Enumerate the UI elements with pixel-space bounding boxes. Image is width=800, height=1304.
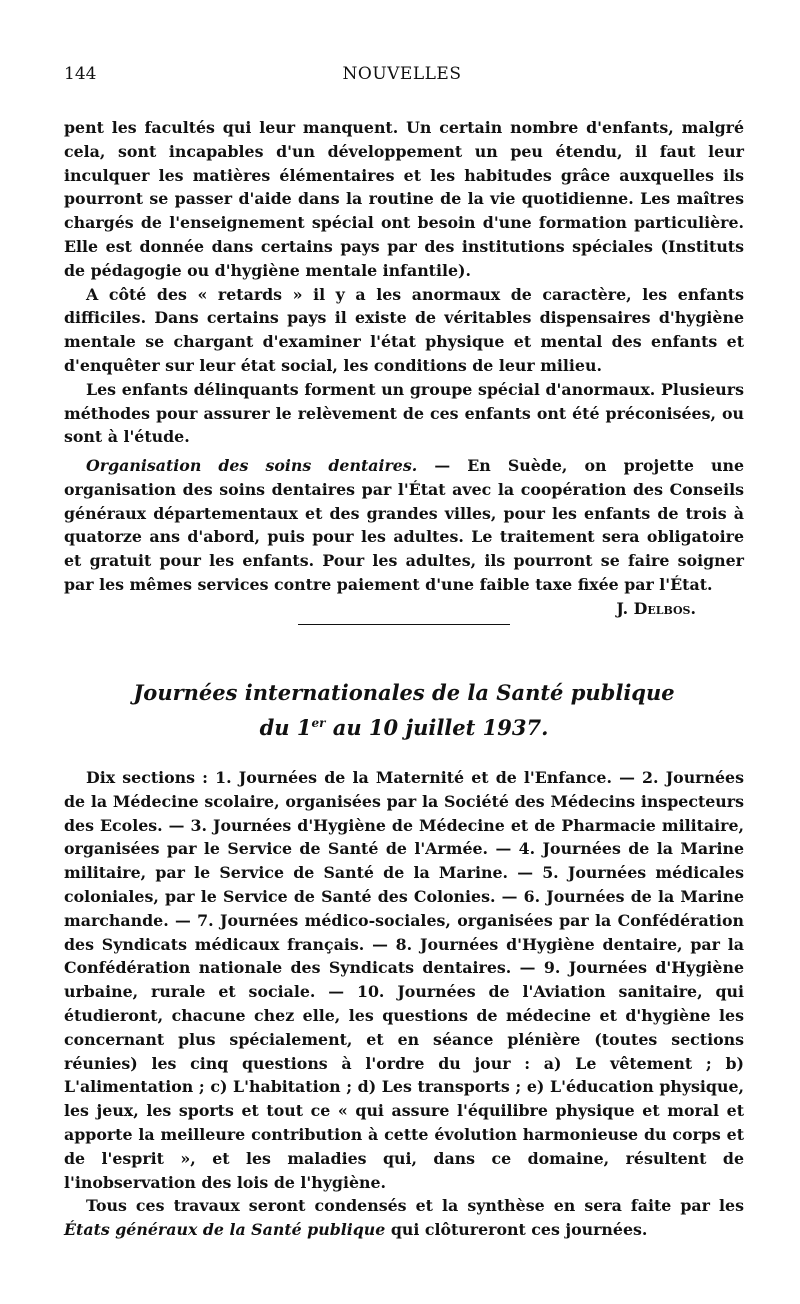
running-title: NOUVELLES [342, 64, 462, 84]
section-title-line-2: du 1er au 10 juillet 1937. [259, 715, 549, 740]
section-divider [298, 624, 510, 625]
paragraph: pent les facultés qui leur manquent. Un certain nombre d'enfants, malgré cela, sont incapables d'un développement un peu étendu, il faut leur inculquer les matières élémentaires et les habitudes grâce auxquelles ils pourront se passer d'aide dans la routine de la vie quotidienne. Les maîtres chargés de l'enseignement spécial ont besoin d'une formation particulière. Elle est donnée dans certains pays par des institutions spéciales (Instituts de pédagogie ou d'hygiène mentale infantile). [64, 118, 744, 280]
section-heading-inline: Organisation des soins dentaires. [86, 456, 418, 475]
paragraph: Les enfants délinquants forment un groupe spécial d'anormaux. Plusieurs méthodes pour assurer le relèvement de ces enfants ont été préconisées, ou sont à l'étude. [64, 379, 744, 447]
text-block-journees [64, 766, 744, 1242]
paragraph: Tous ces travaux seront condensés et la synthèse en sera faite par les États généraux de la Santé publique qui clôtureront ces journées. [64, 1196, 744, 1240]
paragraph: A côté des « retards » il y a les anormaux de caractère, les enfants difficiles. Dans certains pays il existe de véritables dispensaires d'hygiène mentale se chargant d'examiner l'état physique et mental des enfants et d'enquêter sur leur état social, les conditions de leur milieu. [64, 284, 744, 375]
paragraph [64, 454, 744, 618]
section-title-line-1: Journées internationales de la Santé publique [133, 680, 675, 705]
author-signature: J. Delbos. [616, 598, 696, 618]
italic-title: États généraux de la Santé publique [64, 1220, 386, 1240]
page-header [64, 64, 740, 92]
section-title [64, 678, 744, 743]
text-block-soins-dentaires [64, 454, 744, 621]
paragraph-text: — En Suède, on projette une organisation des soins dentaires par l'État avec la coopération des Conseils généraux départementaux et des grandes villes, pour les enfants de trois à quatorze ans d'abord, puis pour les adultes. Le traitement sera obligatoire et gratuit pour les enfants. Pour les adultes, ils pourront se faire soigner par les mêmes services contre paiement d'une faible taxe fixée par l'État. [64, 456, 744, 594]
text-block-enfants [64, 116, 744, 449]
paragraph: Dix sections : 1. Journées de la Maternité et de l'Enfance. — 2. Journées de la Médecine scolaire, organisées par la Société des Médecins inspecteurs des Ecoles. — 3. Journées d'Hygiène de Médecine et de Pharmacie militaire, organisées par le Service de Santé de l'Armée. — 4. Journées de la Marine militaire, par le Service de Santé de la Marine. — 5. Journées médicales coloniales, par le Service de Santé des Colonies. — 6. Journées de la Marine marchande. — 7. Journées médico-sociales, organisées par la Confédération des Syndicats médicaux français. — 8. Journées d'Hygiène dentaire, par la Confédération nationale des Syndicats dentaires. — 9. Journées d'Hygiène urbaine, rurale et sociale. — 10. Journées de l'Aviation sanitaire, qui étudieront, chacune chez elle, les questions de médecine et d'hygiène les concernant plus spécialement, et en séance plénière (toutes sections réunies) les cinq questions à l'ordre du jour : a) Le vêtement ; b) L'alimentation ; c) L'habitation ; d) Les transports ; e) L'éducation physique, les jeux, les sports et tout ce « qui assure l'équilibre physique et moral et apporte la meilleure contribution à cette évolution harmonieuse du corps et de l'esprit », et les maladies qui, dans ce domaine, résultent de l'inobservation des lois de l'hygiène. [64, 768, 744, 1192]
page-number: 144 [64, 64, 97, 84]
